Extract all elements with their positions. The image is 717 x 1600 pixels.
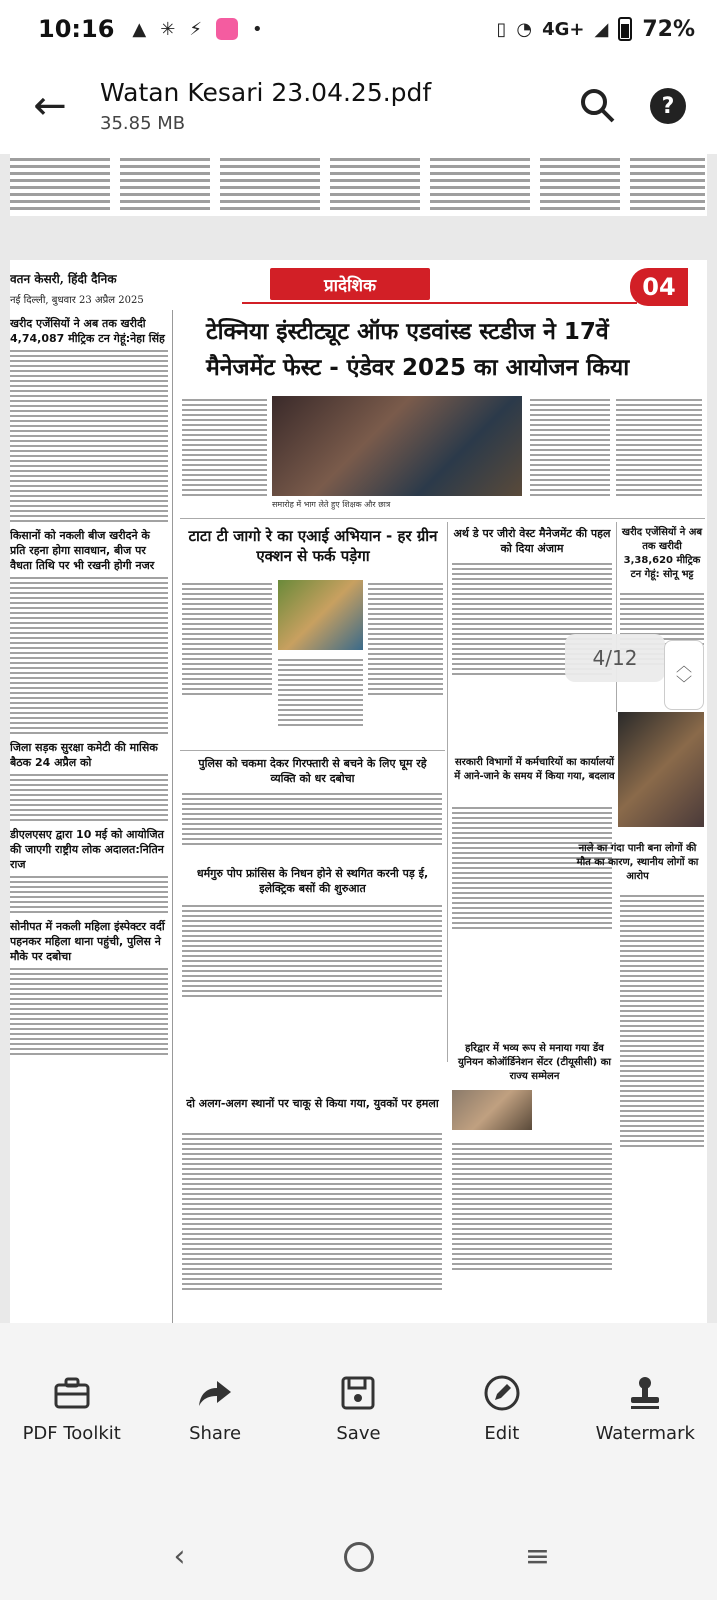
status-time: 10:16 — [38, 15, 115, 43]
haridwar-photo — [452, 1090, 532, 1130]
story-knife-text — [182, 1130, 442, 1293]
left-article-text-4 — [10, 876, 168, 913]
page-number-badge: 04 — [630, 268, 688, 306]
left-article-text-5 — [10, 968, 168, 1055]
fast-scroll-handle[interactable] — [664, 640, 704, 710]
pdf-page — [10, 260, 707, 1323]
column-rule-right — [616, 522, 617, 712]
story-govt-headline: सरकारी विभागों में कर्मचारियों का कार्यालयों में आने-जाने के समय में किया गया, बदलाव — [454, 757, 615, 782]
left-article-text-2 — [10, 577, 168, 734]
vibrate-icon: ▯ — [496, 18, 507, 40]
share-button[interactable] — [145, 1373, 285, 1444]
search-icon — [579, 87, 617, 125]
column-rule — [447, 522, 448, 1062]
left-headline: खरीद एजेंसियों ने अब तक खरीदी 4,74,087 मीट्रिक टन गेहूं:नेहा सिंह — [10, 317, 165, 345]
chevron-down-icon: ﹀ — [675, 674, 692, 693]
story-haridwar-text — [452, 1140, 612, 1273]
story-knife-headline: दो अलग-अलग स्थानों पर चाकू से किया गया, युवकों पर हमला — [186, 1097, 439, 1110]
divider — [180, 518, 705, 519]
story-right-headline: खरीद एजेंसियों ने अब तक खरीदी 3,38,620 मीट्रिक टन गेहूं: सोनू भट्ट — [621, 527, 703, 580]
nav-recents-icon: ≡ — [524, 1539, 551, 1574]
story-tata-tea-text-3 — [368, 580, 443, 698]
pdf-toolkit-label: PDF Toolkit — [22, 1423, 121, 1444]
edit-button[interactable] — [432, 1373, 572, 1444]
left-headline-3: जिला सड़क सुरक्षा कमेटी की मासिक बैठक 24 अप्रैल को — [10, 741, 158, 769]
story-earth-day-headline: अर्थ डे पर जीरो वेस्ट मैनेजमेंट की पहल को दिया अंजाम — [453, 527, 611, 555]
pdf-toolkit-button[interactable] — [2, 1373, 142, 1444]
story-pope-headline: धर्मगुरु पोप फ्रांसिस के निधन होने से स्थगित करनी पड़ ई, इलेक्ट्रिक बसों की शुरुआत — [196, 867, 429, 895]
system-nav-bar — [0, 1513, 717, 1600]
nav-back-icon: ‹ — [173, 1539, 186, 1574]
page-indicator: 4/12 — [565, 634, 665, 682]
previous-page-fragment — [10, 154, 707, 216]
event-group-photo — [272, 396, 522, 496]
section-rule — [242, 302, 637, 304]
lead-headline-line2: मैनेजमेंट फेस्ट - एंडेवर 2025 का आयोजन किया — [206, 355, 630, 381]
cell-signal-icon: ◢ — [594, 18, 609, 40]
nav-home-icon — [344, 1542, 374, 1572]
toolbox-icon — [52, 1373, 92, 1413]
tata-tea-photo — [278, 580, 363, 650]
bottom-toolbar — [0, 1323, 717, 1513]
save-icon — [338, 1373, 378, 1413]
status-right — [496, 17, 695, 42]
document-title: Watan Kesari 23.04.25.pdf — [100, 78, 432, 107]
left-headline-5: सोनीपत में नकली महिला इंस्पेक्टर वर्दी पहनकर महिला थाना पहुंची, पुलिस ने मौके पर दबोचा — [10, 920, 165, 963]
story-drain-headline: नाले का गंदा पानी बना लोगों की मौत का कारण, स्थानीय लोगों का आरोप — [576, 843, 699, 882]
save-button[interactable] — [288, 1373, 428, 1444]
sync-icon: ✳ — [160, 18, 176, 40]
nav-home-button[interactable] — [329, 1542, 389, 1572]
left-column — [10, 310, 173, 1323]
left-article-text-3 — [10, 774, 168, 821]
search-button[interactable] — [563, 71, 633, 141]
facebook-app-icon — [216, 18, 238, 40]
watermark-label: Watermark — [595, 1423, 695, 1444]
lead-headline-line1: टेक्निया इंस्टीट्यूट ऑफ एडवांस्ड स्टडीज ने 17वें — [206, 319, 609, 345]
title-block — [100, 78, 563, 134]
watermark-icon — [625, 1373, 665, 1413]
chevron-up-icon: ︿ — [675, 656, 692, 675]
lead-headline — [206, 314, 706, 386]
story-drain-text — [620, 892, 704, 1150]
save-label: Save — [336, 1423, 381, 1444]
status-bar — [0, 0, 717, 58]
story-police-text — [182, 790, 442, 848]
left-headline-2: किसानों को नकली बीज खरीदने के प्रति रहना होगा सावधान, बीज पर वैधता तिथि पर भी रखनी होगी नजर — [10, 529, 155, 572]
app-bar — [0, 58, 717, 154]
back-button[interactable] — [0, 58, 100, 154]
left-headline-4: डीएलएसए द्वारा 10 मई को आयोजित की जाएगी राष्ट्रीय लोक अदालत:नितिन राज — [10, 828, 164, 871]
section-banner: प्रादेशिक — [270, 268, 430, 300]
lead-article-text-col4 — [616, 396, 702, 499]
network-type: 4G+ — [542, 18, 585, 40]
document-size: 35.85 MB — [100, 113, 186, 134]
story-police-headline: पुलिस को चकमा देकर गिरफ्तारी से बचने के लिए घूम रहे व्यक्ति को धर दबोचा — [198, 757, 427, 785]
wifi-icon: ◔ — [516, 18, 533, 40]
dot-icon: • — [251, 18, 263, 40]
share-icon — [195, 1373, 235, 1413]
edit-label: Edit — [484, 1423, 520, 1444]
help-icon: ? — [650, 88, 686, 124]
divider-2 — [180, 750, 445, 751]
arrow-back-icon: ← — [33, 83, 67, 129]
masthead-name: वतन केसरी, हिंदी दैनिक — [10, 272, 117, 286]
watermark-button[interactable] — [575, 1373, 715, 1444]
story-pope-text — [182, 902, 442, 1000]
story-haridwar-headline: हरिद्वार में भव्य रूप से मनाया गया डेंव युनियन कोऑर्डिनेशन सेंटर (टीयूसीसी) का राज्य सम्मेलन — [458, 1043, 611, 1082]
story-tata-tea-text — [182, 580, 272, 698]
masthead-date: नई दिल्ली, बुधवार 23 अप्रैल 2025 — [10, 295, 144, 306]
share-label: Share — [189, 1423, 242, 1444]
alert-icon: ▲ — [132, 18, 147, 40]
battery-icon — [618, 17, 632, 41]
nav-back-button[interactable] — [150, 1539, 210, 1574]
story-tata-tea-text-2 — [278, 656, 363, 729]
battery-percent: 72% — [642, 16, 695, 42]
story-tata-tea-headline: टाटा टी जागो रे का एआई अभियान - हर ग्रीन एक्शन से फर्क पड़ेगा — [188, 527, 438, 565]
lead-article-text-col3 — [530, 396, 610, 499]
group-photo-right — [618, 712, 704, 827]
masthead — [10, 270, 172, 306]
nav-recents-button[interactable] — [508, 1539, 568, 1574]
left-article-text — [10, 350, 168, 522]
photo-caption: समारोह में भाग लेते हुए शिक्षक और छात्र — [272, 500, 391, 509]
edit-icon — [482, 1373, 522, 1413]
signal-icon: ⚡ — [189, 18, 202, 40]
status-notification-icons — [132, 18, 262, 40]
pdf-viewer[interactable] — [0, 154, 717, 1323]
lead-article-text-col1 — [182, 396, 267, 499]
help-button[interactable] — [633, 71, 703, 141]
